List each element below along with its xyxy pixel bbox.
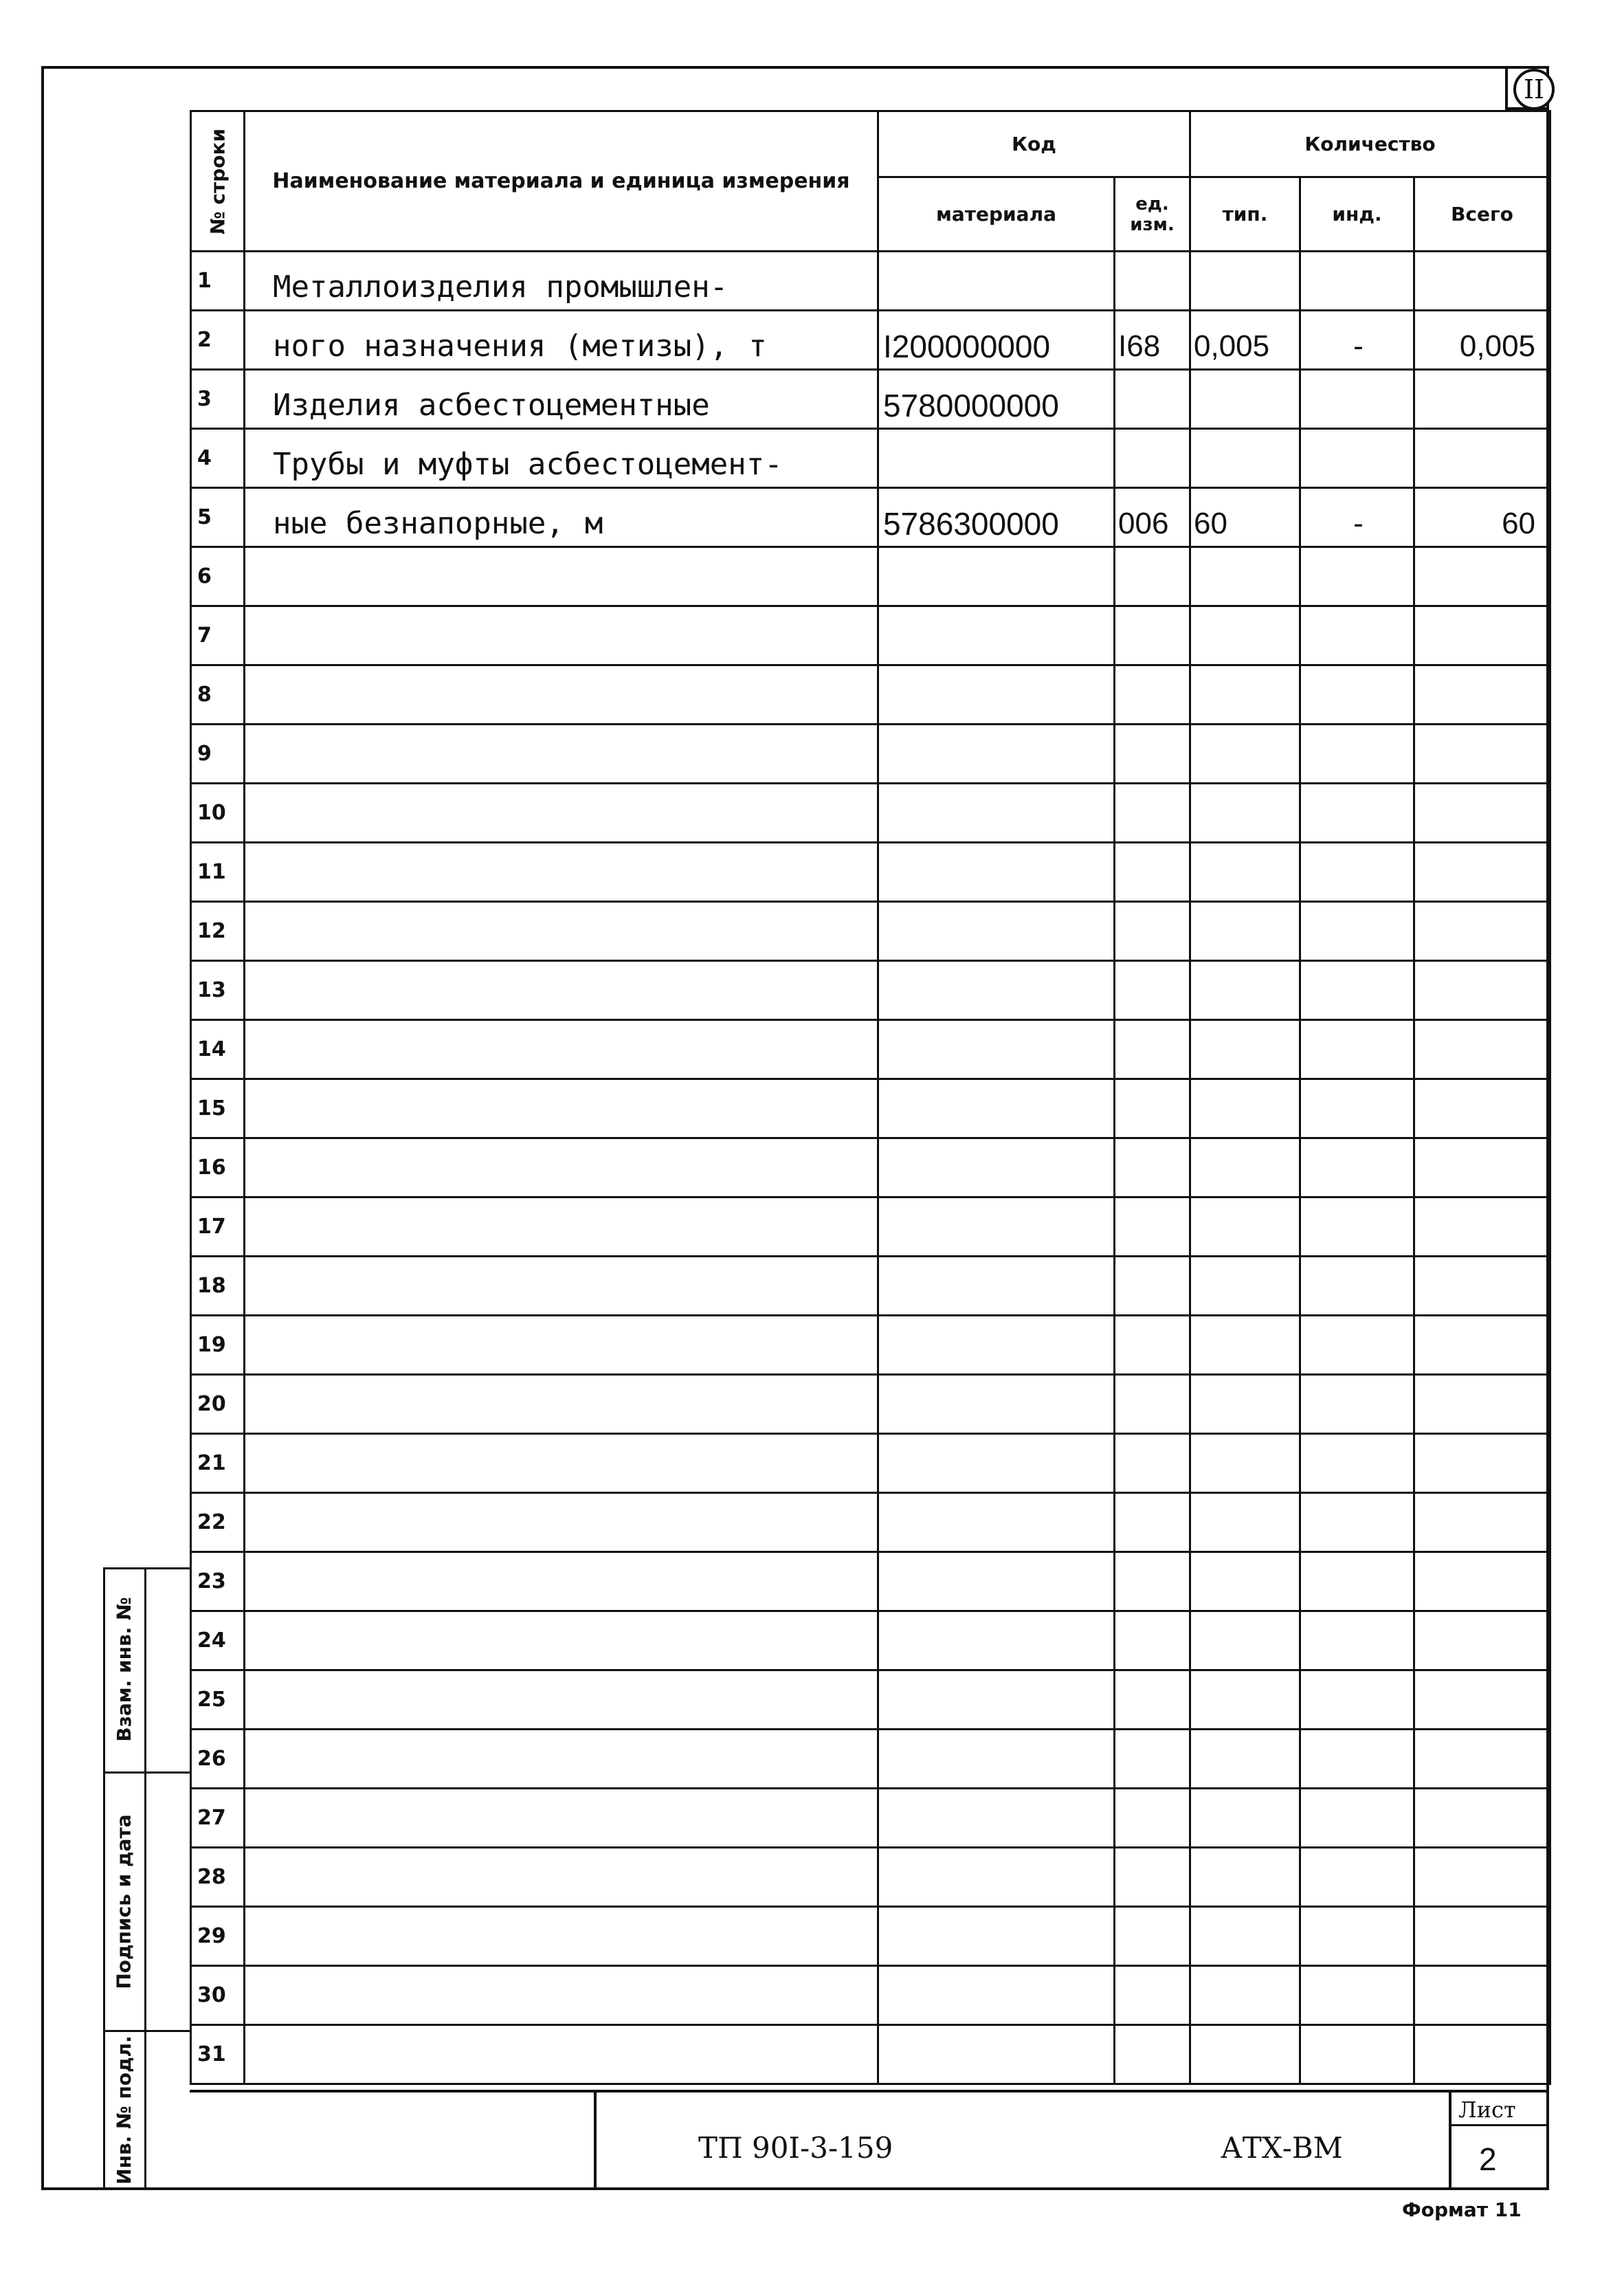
qty-total [1414, 1316, 1550, 1375]
qty-typ [1190, 1907, 1300, 1966]
material-name [245, 1611, 878, 1670]
sheet-badge: II [1513, 69, 1555, 110]
material-name [245, 1848, 878, 1907]
material-name [245, 1316, 878, 1375]
qty-total [1414, 725, 1550, 784]
side-label-inv: Инв. № подл. [112, 2035, 135, 2185]
material-code [878, 1493, 1115, 1552]
qty-total [1414, 1197, 1550, 1257]
row-number: 14 [191, 1020, 245, 1079]
table-row [191, 665, 1550, 725]
sheet-number: 2 [1479, 2141, 1497, 2177]
material-name: Трубы и муфты асбестоцемент- [245, 429, 878, 488]
unit-code [1115, 1848, 1190, 1907]
material-name [245, 1493, 878, 1552]
row-number: 5 [191, 488, 245, 547]
unit-code [1115, 370, 1190, 429]
qty-total [1414, 843, 1550, 902]
materials-table [190, 110, 1551, 2085]
unit-code [1115, 1079, 1190, 1138]
unit-code [1115, 1375, 1190, 1434]
header-code-group: Код [878, 111, 1190, 177]
qty-ind: - [1300, 311, 1414, 370]
side-cell-podpis [103, 1774, 190, 2032]
qty-ind [1300, 1257, 1414, 1316]
unit-code [1115, 1552, 1190, 1611]
row-number: 31 [191, 2025, 245, 2084]
unit-code [1115, 902, 1190, 961]
qty-total [1414, 1493, 1550, 1552]
qty-ind [1300, 1375, 1414, 1434]
row-number: 27 [191, 1789, 245, 1848]
material-code [878, 1670, 1115, 1730]
qty-typ [1190, 1493, 1300, 1552]
qty-ind [1300, 2025, 1414, 2084]
unit-code [1115, 1197, 1190, 1257]
material-code [878, 1966, 1115, 2025]
qty-total [1414, 2025, 1550, 2084]
side-label-vzam: Взам. инв. № [112, 1597, 135, 1742]
qty-ind [1300, 784, 1414, 843]
row-number: 21 [191, 1434, 245, 1493]
qty-total [1414, 370, 1550, 429]
qty-typ [1190, 725, 1300, 784]
row-number: 20 [191, 1375, 245, 1434]
qty-ind [1300, 1966, 1414, 2025]
qty-ind [1300, 725, 1414, 784]
material-code [878, 665, 1115, 725]
material-name [245, 1138, 878, 1197]
qty-ind [1300, 252, 1414, 311]
table-row [191, 1197, 1550, 1257]
qty-ind [1300, 370, 1414, 429]
material-name [245, 843, 878, 902]
table-row [191, 1434, 1550, 1493]
qty-total [1414, 1138, 1550, 1197]
material-name [245, 1907, 878, 1966]
row-number: 8 [191, 665, 245, 725]
unit-code [1115, 725, 1190, 784]
qty-typ [1190, 1552, 1300, 1611]
row-number: 7 [191, 606, 245, 665]
qty-ind [1300, 547, 1414, 606]
table-row [191, 1848, 1550, 1907]
qty-total [1414, 665, 1550, 725]
qty-typ: 0,005 [1190, 311, 1300, 370]
qty-typ [1190, 252, 1300, 311]
header-qty-typ: тип. [1190, 177, 1300, 252]
table-row [191, 252, 1550, 311]
qty-ind: - [1300, 488, 1414, 547]
material-name [245, 1730, 878, 1789]
qty-total [1414, 1375, 1550, 1434]
qty-total: 0,005 [1414, 311, 1550, 370]
qty-ind [1300, 1670, 1414, 1730]
qty-typ [1190, 547, 1300, 606]
unit-code [1115, 1257, 1190, 1316]
qty-typ [1190, 1020, 1300, 1079]
row-number: 18 [191, 1257, 245, 1316]
unit-code [1115, 961, 1190, 1020]
unit-code [1115, 547, 1190, 606]
row-number: 9 [191, 725, 245, 784]
table-row [191, 2025, 1550, 2084]
material-name [245, 725, 878, 784]
material-code [878, 725, 1115, 784]
row-number: 23 [191, 1552, 245, 1611]
qty-typ [1190, 1789, 1300, 1848]
header-qty-ind: инд. [1300, 177, 1414, 252]
unit-code [1115, 1138, 1190, 1197]
doc-suffix: АТХ-ВМ [1221, 2131, 1343, 2165]
qty-typ [1190, 1375, 1300, 1434]
row-number: 13 [191, 961, 245, 1020]
material-code [878, 843, 1115, 902]
table-row [191, 311, 1550, 370]
qty-typ [1190, 784, 1300, 843]
table-row [191, 488, 1550, 547]
qty-typ [1190, 1966, 1300, 2025]
header-row-no: № строки [191, 111, 245, 252]
material-code [878, 1138, 1115, 1197]
table-row [191, 1670, 1550, 1730]
material-code [878, 1789, 1115, 1848]
table-row [191, 1316, 1550, 1375]
material-code [878, 1079, 1115, 1138]
material-name [245, 784, 878, 843]
qty-total [1414, 429, 1550, 488]
row-number: 6 [191, 547, 245, 606]
qty-total [1414, 784, 1550, 843]
qty-total: 60 [1414, 488, 1550, 547]
qty-typ [1190, 1434, 1300, 1493]
qty-total [1414, 1907, 1550, 1966]
material-name [245, 1552, 878, 1611]
qty-ind [1300, 1079, 1414, 1138]
qty-ind [1300, 1316, 1414, 1375]
qty-typ [1190, 902, 1300, 961]
side-cell-vzam [103, 1567, 190, 1774]
material-code: 5786300000 [878, 488, 1115, 547]
material-name [245, 606, 878, 665]
qty-typ [1190, 1079, 1300, 1138]
side-cell-inv [103, 2032, 190, 2190]
material-name [245, 1966, 878, 2025]
qty-total [1414, 961, 1550, 1020]
qty-total [1414, 547, 1550, 606]
row-number: 22 [191, 1493, 245, 1552]
table-row [191, 902, 1550, 961]
unit-code [1115, 843, 1190, 902]
unit-code: I68 [1115, 311, 1190, 370]
table-row [191, 1730, 1550, 1789]
table-row [191, 1966, 1550, 2025]
qty-typ [1190, 665, 1300, 725]
qty-ind [1300, 606, 1414, 665]
unit-code [1115, 665, 1190, 725]
material-unit: т [748, 329, 767, 364]
material-name [245, 1257, 878, 1316]
table-row [191, 1552, 1550, 1611]
material-name [245, 2025, 878, 2084]
material-code [878, 606, 1115, 665]
qty-typ [1190, 961, 1300, 1020]
qty-ind [1300, 961, 1414, 1020]
qty-typ [1190, 1611, 1300, 1670]
material-name [245, 1670, 878, 1730]
qty-ind [1300, 1493, 1414, 1552]
row-number: 1 [191, 252, 245, 311]
material-name: ного назначения (метизы), т [245, 311, 878, 370]
material-code [878, 547, 1115, 606]
qty-total [1414, 606, 1550, 665]
table-row [191, 547, 1550, 606]
table-row [191, 1493, 1550, 1552]
qty-ind [1300, 1907, 1414, 1966]
row-number: 12 [191, 902, 245, 961]
qty-typ [1190, 2025, 1300, 2084]
qty-ind [1300, 1730, 1414, 1789]
material-name [245, 1079, 878, 1138]
side-label-podpis: Подпись и дата [112, 1814, 135, 1989]
table-body [191, 252, 1550, 2084]
material-name: Изделия асбестоцементные [245, 370, 878, 429]
qty-typ [1190, 1138, 1300, 1197]
qty-ind [1300, 1020, 1414, 1079]
qty-total [1414, 1079, 1550, 1138]
unit-code: 006 [1115, 488, 1190, 547]
material-code: 5780000000 [878, 370, 1115, 429]
unit-code [1115, 1316, 1190, 1375]
material-code [878, 2025, 1115, 2084]
qty-typ [1190, 370, 1300, 429]
row-number: 28 [191, 1848, 245, 1907]
material-code [878, 1611, 1115, 1670]
table-row [191, 1611, 1550, 1670]
unit-code [1115, 1493, 1190, 1552]
table-row [191, 370, 1550, 429]
qty-total [1414, 1789, 1550, 1848]
material-name [245, 961, 878, 1020]
row-number: 25 [191, 1670, 245, 1730]
qty-typ [1190, 1257, 1300, 1316]
table-row [191, 725, 1550, 784]
material-unit: м [584, 506, 603, 541]
unit-code [1115, 1020, 1190, 1079]
row-number: 4 [191, 429, 245, 488]
qty-ind [1300, 1611, 1414, 1670]
header-qty-total: Всего [1414, 177, 1550, 252]
material-name [245, 1197, 878, 1257]
row-number: 15 [191, 1079, 245, 1138]
qty-total [1414, 1730, 1550, 1789]
row-number: 2 [191, 311, 245, 370]
table-row [191, 961, 1550, 1020]
qty-total [1414, 1848, 1550, 1907]
material-code [878, 1848, 1115, 1907]
material-code [878, 1197, 1115, 1257]
material-code [878, 1434, 1115, 1493]
qty-typ [1190, 1848, 1300, 1907]
qty-total [1414, 1020, 1550, 1079]
header-code-unit: ед. изм. [1115, 177, 1190, 252]
qty-total [1414, 1966, 1550, 2025]
sheet-label: Лист [1458, 2097, 1516, 2123]
qty-ind [1300, 1789, 1414, 1848]
unit-code [1115, 606, 1190, 665]
material-name: Металлоизделия промышлен- [245, 252, 878, 311]
qty-ind [1300, 1197, 1414, 1257]
unit-code [1115, 784, 1190, 843]
unit-code [1115, 1966, 1190, 2025]
material-code [878, 1020, 1115, 1079]
material-code [878, 1375, 1115, 1434]
material-code [878, 961, 1115, 1020]
table-row [191, 1375, 1550, 1434]
unit-code [1115, 429, 1190, 488]
qty-ind [1300, 665, 1414, 725]
qty-typ: 60 [1190, 488, 1300, 547]
qty-total [1414, 1552, 1550, 1611]
row-number: 30 [191, 1966, 245, 2025]
material-code [878, 784, 1115, 843]
qty-typ [1190, 1670, 1300, 1730]
row-number: 10 [191, 784, 245, 843]
material-code [878, 252, 1115, 311]
unit-code [1115, 252, 1190, 311]
unit-code [1115, 1730, 1190, 1789]
table-row [191, 1079, 1550, 1138]
table-row [191, 784, 1550, 843]
qty-total [1414, 1670, 1550, 1730]
format-label: Формат 11 [1402, 2198, 1522, 2221]
table-row [191, 1257, 1550, 1316]
row-number: 16 [191, 1138, 245, 1197]
qty-ind [1300, 1138, 1414, 1197]
title-block [190, 2090, 1549, 2190]
table-row [191, 1020, 1550, 1079]
unit-code [1115, 1907, 1190, 1966]
header-code-material: материала [878, 177, 1115, 252]
table-row [191, 429, 1550, 488]
material-name [245, 1789, 878, 1848]
unit-code [1115, 1434, 1190, 1493]
header-name: Наименование материала и единица измерения [245, 111, 878, 252]
table-row [191, 1907, 1550, 1966]
material-code [878, 1730, 1115, 1789]
unit-code [1115, 2025, 1190, 2084]
material-name [245, 1375, 878, 1434]
row-number: 3 [191, 370, 245, 429]
row-number: 19 [191, 1316, 245, 1375]
qty-typ [1190, 843, 1300, 902]
qty-typ [1190, 1316, 1300, 1375]
table-row [191, 1789, 1550, 1848]
material-name [245, 665, 878, 725]
material-name [245, 902, 878, 961]
qty-typ [1190, 606, 1300, 665]
material-name [245, 1434, 878, 1493]
unit-code [1115, 1611, 1190, 1670]
table-row [191, 843, 1550, 902]
qty-typ [1190, 429, 1300, 488]
doc-number: ТП 90I-3-159 [698, 2131, 893, 2165]
table-row [191, 606, 1550, 665]
row-number: 26 [191, 1730, 245, 1789]
material-code [878, 1552, 1115, 1611]
qty-typ [1190, 1197, 1300, 1257]
material-name: ные безнапорные, м [245, 488, 878, 547]
row-number: 11 [191, 843, 245, 902]
qty-ind [1300, 1848, 1414, 1907]
qty-total [1414, 1434, 1550, 1493]
material-name [245, 1020, 878, 1079]
row-number: 17 [191, 1197, 245, 1257]
unit-code [1115, 1789, 1190, 1848]
header-qty-group: Количество [1190, 111, 1550, 177]
material-code [878, 1907, 1115, 1966]
unit-code [1115, 1670, 1190, 1730]
row-number: 29 [191, 1907, 245, 1966]
qty-total [1414, 1257, 1550, 1316]
material-name [245, 547, 878, 606]
row-number: 24 [191, 1611, 245, 1670]
qty-total [1414, 1611, 1550, 1670]
qty-total [1414, 902, 1550, 961]
qty-total [1414, 252, 1550, 311]
qty-ind [1300, 429, 1414, 488]
qty-ind [1300, 843, 1414, 902]
material-code [878, 1257, 1115, 1316]
qty-ind [1300, 1552, 1414, 1611]
material-code: I200000000 [878, 311, 1115, 370]
qty-ind [1300, 902, 1414, 961]
material-code [878, 429, 1115, 488]
material-code [878, 1316, 1115, 1375]
qty-typ [1190, 1730, 1300, 1789]
qty-ind [1300, 1434, 1414, 1493]
material-code [878, 902, 1115, 961]
table-row [191, 1138, 1550, 1197]
